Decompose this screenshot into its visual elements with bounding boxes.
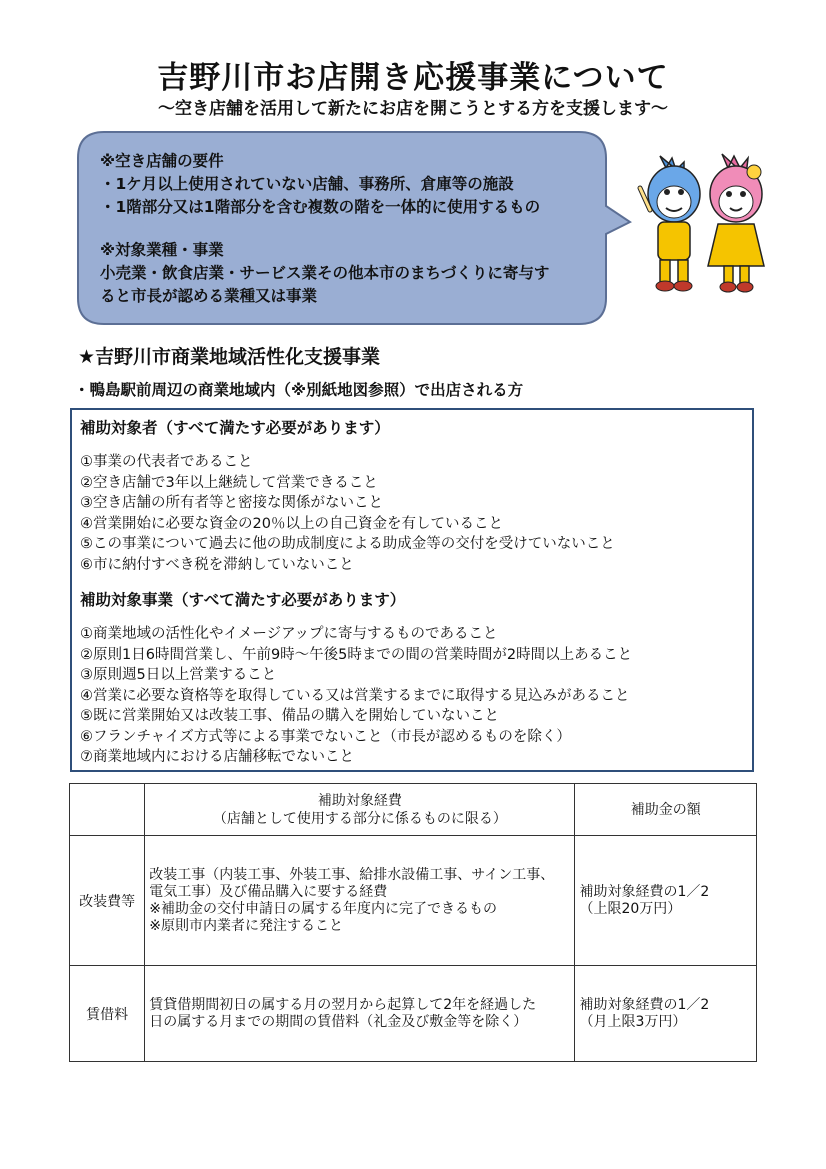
list-item: ③空き店舗の所有者等と密接な関係がないこと bbox=[80, 495, 383, 511]
blue-mascot-icon bbox=[640, 156, 700, 291]
list-item: ④営業に必要な資格等を取得している又は営業するまでに取得する見込みがあること bbox=[80, 687, 630, 704]
requirements-box bbox=[70, 408, 754, 772]
table-header-cell bbox=[70, 784, 145, 836]
list-item: ④営業開始に必要な資金の20％以上の自己資金を有していること bbox=[80, 515, 503, 532]
list-item: ⑤既に営業開始又は改装工事、備品の購入を開始していないこと bbox=[80, 708, 499, 724]
speech-bubble bbox=[74, 128, 634, 338]
table-cell-expense: 改装工事（内装工事、外装工事、給排水設備工事、サイン工事、 電気工事）及び備品購入に要する経費 ※補助金の交付申請日の属する年度内に完了できるもの ※原則市内業者に発注すること bbox=[145, 836, 575, 966]
applicants-heading bbox=[80, 416, 390, 438]
table-cell-amount: 補助対象経費の1／2 （上限20万円） bbox=[575, 836, 757, 966]
list-item: ⑤この事業について過去に他の助成制度による助成金等の交付を受けていないこと bbox=[80, 536, 615, 552]
list-item: ⑦商業地域内における店舗移転でないこと bbox=[80, 749, 354, 765]
page-title: 吉野川市お店開き応援事業について bbox=[157, 60, 669, 96]
list-item: ①事業の代表者であること bbox=[80, 454, 253, 470]
bubble-line: ・1ケ月以上使用されていない店舗、事務所、倉庫等の施設 bbox=[100, 175, 514, 193]
projects-heading-strong: 補助対象事業 bbox=[80, 591, 174, 609]
projects-heading-note: （すべて満たす必要があります） bbox=[173, 591, 406, 609]
applicants-list bbox=[80, 452, 615, 575]
table-header-row bbox=[70, 784, 757, 836]
area-note: ・鴨島駅前周辺の商業地域内（※別紙地図参照）で出店される方 bbox=[74, 381, 524, 399]
list-item: ①商業地域の活性化やイメージアップに寄与するものであること bbox=[80, 626, 498, 642]
table-row bbox=[70, 836, 757, 966]
table-header-cell: 補助対象経費 （店舗として使用する部分に係るものに限る） bbox=[145, 784, 575, 836]
applicants-heading-note: （すべて満たす必要があります） bbox=[157, 419, 390, 437]
list-item: ⑥市に納付すべき税を滞納していないこと bbox=[80, 556, 354, 573]
table-cell-amount: 補助対象経費の1／2 （月上限3万円） bbox=[575, 966, 757, 1062]
bubble-line: ※対象業種・事業 bbox=[100, 241, 224, 259]
list-item: ⑥フランチャイズ方式等による事業でないこと（市長が認めるものを除く） bbox=[80, 728, 571, 745]
projects-list bbox=[80, 624, 632, 768]
applicants-heading-strong: 補助対象者 bbox=[80, 419, 158, 437]
program-heading: ★吉野川市商業地域活性化支援事業 bbox=[78, 346, 381, 368]
table-cell-expense: 賃貸借期間初日の属する月の翌月から起算して2年を経過した 日の属する月までの期間の賃借料（礼金及び敷金等を除く） bbox=[145, 966, 575, 1062]
list-item: ②原則1日6時間営業し、午前9時～午後5時までの間の営業時間が2時間以上あること bbox=[80, 646, 633, 663]
bubble-line: ると市長が認める業種又は事業 bbox=[100, 287, 318, 305]
list-item: ③原則週5日以上営業すること bbox=[80, 667, 277, 683]
table-row bbox=[70, 966, 757, 1062]
projects-heading bbox=[80, 588, 405, 610]
pink-mascot-icon bbox=[708, 154, 764, 292]
bubble-line: ※空き店舗の要件 bbox=[100, 152, 224, 170]
speech-bubble-text bbox=[100, 150, 600, 308]
page-subtitle: ～空き店舗を活用して新たにお店を開こうとする方を支援します～ bbox=[158, 99, 668, 119]
mascot-characters-icon bbox=[632, 148, 782, 298]
list-item: ②空き店舗で3年以上継続して営業できること bbox=[80, 474, 378, 491]
bubble-line: ・1階部分又は1階部分を含む複数の階を一体的に使用するもの bbox=[100, 198, 541, 216]
table-header-cell: 補助金の額 bbox=[575, 784, 757, 836]
subsidy-table bbox=[69, 783, 757, 1062]
table-cell-label: 賃借料 bbox=[70, 966, 145, 1062]
table-cell-label: 改装費等 bbox=[70, 836, 145, 966]
bubble-line: 小売業・飲食店業・サービス業その他本市のまちづくりに寄与す bbox=[100, 264, 550, 282]
